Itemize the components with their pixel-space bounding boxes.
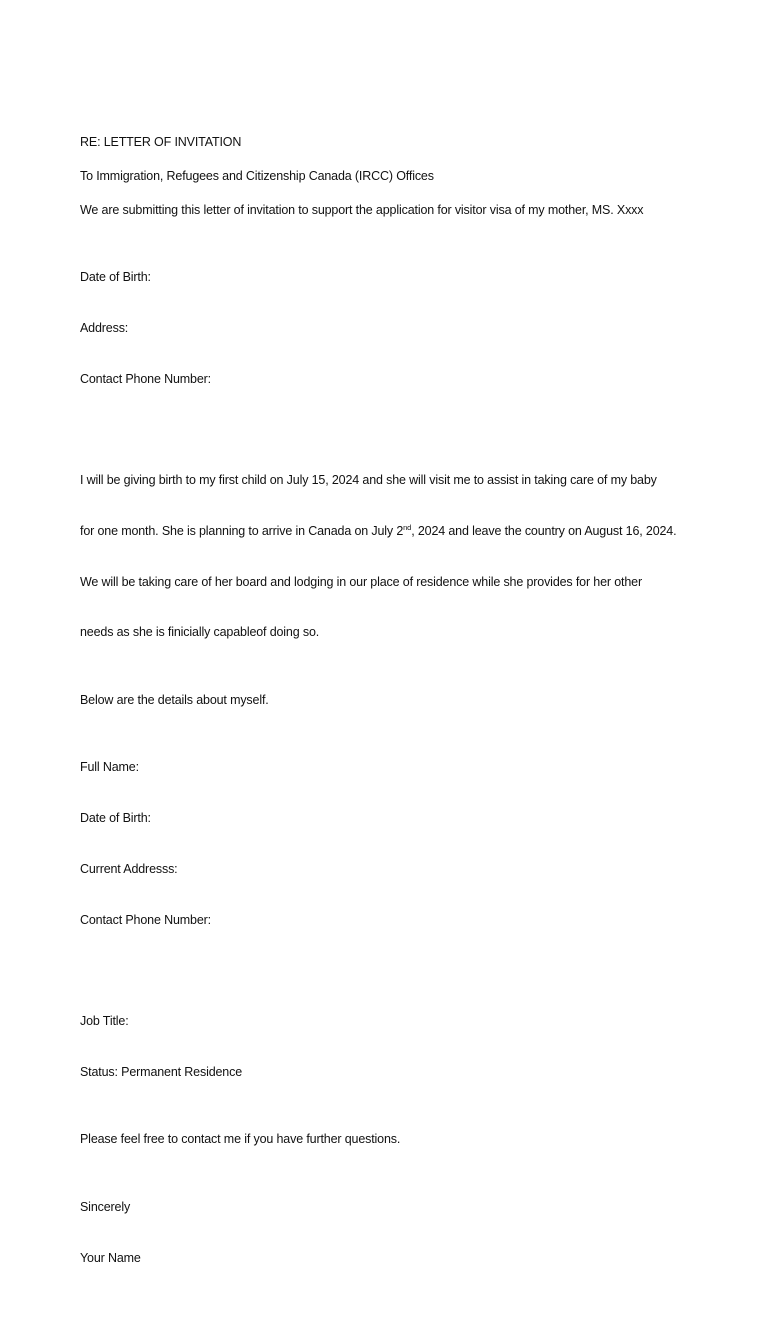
body-line [80, 523, 720, 540]
invitation-letter [80, 134, 720, 1317]
body-line: We will be taking care of her board and lodging in our place of residence while she provides for her other [80, 574, 642, 589]
ordinal-suffix: nd [403, 522, 412, 532]
host-address-field: Current Addresss: [80, 861, 178, 876]
host-dob-field: Date of Birth: [80, 811, 151, 826]
host-phone-field: Contact Phone Number: [80, 912, 211, 927]
details-intro-line: Below are the details about myself. [80, 692, 269, 707]
host-details-block [80, 726, 720, 963]
host-full-name-field: Full Name: [80, 760, 139, 775]
job-details-block [80, 979, 720, 1114]
visitor-details-block [80, 235, 720, 421]
body-line: I will be giving birth to my first child on July 15, 2024 and she will visit me to assist in taking care of my baby [80, 473, 657, 488]
signature-name: Your Name [80, 1250, 141, 1265]
body-paragraph [80, 438, 720, 675]
intro-paragraph: We are submitting this letter of invitation to support the application for visitor visa of my mother, MS. Xxxx [80, 202, 644, 217]
signoff-line: Sincerely [80, 1199, 131, 1214]
recipient-line: To Immigration, Refugees and Citizenship Canada (IRCC) Offices [80, 168, 434, 183]
visitor-dob-field: Date of Birth: [80, 270, 151, 285]
job-title-field: Job Title: [80, 1014, 129, 1029]
visitor-address-field: Address: [80, 320, 129, 335]
signature-block [80, 1165, 720, 1300]
closing-note: Please feel free to contact me if you have further questions. [80, 1132, 401, 1147]
subject-line: RE: LETTER OF INVITATION [80, 135, 242, 149]
body-text-segment: for one month. She is planning to arrive in Canada on July 2 [80, 523, 404, 538]
visitor-phone-field: Contact Phone Number: [80, 371, 211, 386]
body-text-segment: , 2024 and leave the country on August 16, 2024. [411, 523, 677, 538]
body-line: needs as she is finicially capableof doing so. [80, 625, 320, 640]
status-field: Status: Permanent Residence [80, 1064, 243, 1079]
